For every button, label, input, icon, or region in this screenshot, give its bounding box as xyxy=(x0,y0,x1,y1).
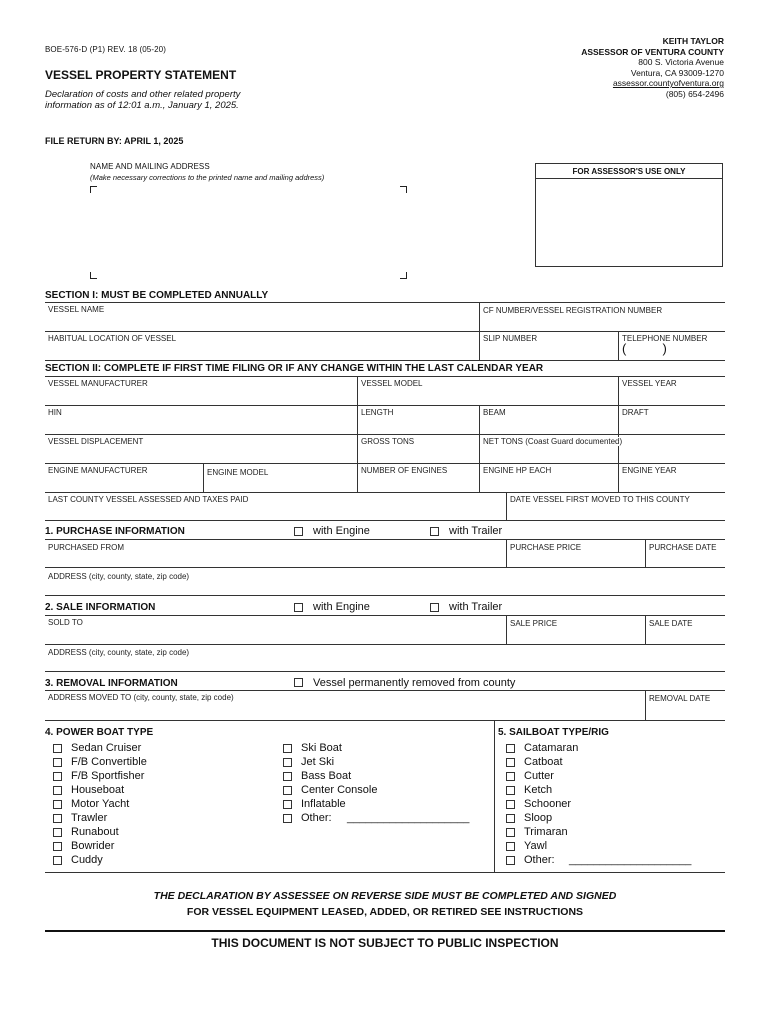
divider xyxy=(45,872,725,873)
vessel-year-field[interactable]: VESSEL YEAR xyxy=(622,379,677,388)
sailboat-option-label: Ketch xyxy=(524,784,553,796)
sailboat-option-label: Yawl xyxy=(524,840,548,852)
powerboat-option-checkbox[interactable] xyxy=(53,828,62,837)
divider xyxy=(45,567,725,568)
address-corner-bl xyxy=(90,272,97,279)
form-id: BOE-576-D (P1) REV. 18 (05-20) xyxy=(45,45,166,54)
sailboat-option-label: Schooner xyxy=(524,798,572,810)
date-moved-field[interactable]: DATE VESSEL FIRST MOVED TO THIS COUNTY xyxy=(510,495,690,504)
divider xyxy=(45,520,725,521)
powerboat-option-label: Other: xyxy=(301,812,332,824)
powerboat-option-checkbox[interactable] xyxy=(53,744,62,753)
powerboat-option-checkbox[interactable] xyxy=(53,772,62,781)
divider xyxy=(45,644,725,645)
purchase-price-field[interactable]: PURCHASE PRICE xyxy=(510,543,582,552)
divider xyxy=(45,492,725,493)
assessor-website-link[interactable]: assessor.countyofventura.org xyxy=(612,78,724,88)
purchase-trailer-checkbox[interactable] xyxy=(430,527,439,536)
sale-date-field[interactable]: SALE DATE xyxy=(649,619,693,628)
divider xyxy=(645,539,646,567)
vessel-model-field[interactable]: VESSEL MODEL xyxy=(361,379,423,388)
purchase-date-field[interactable]: PURCHASE DATE xyxy=(649,543,717,552)
page-title: VESSEL PROPERTY STATEMENT xyxy=(45,68,237,82)
sold-to-field[interactable]: SOLD TO xyxy=(48,618,83,627)
divider xyxy=(45,690,725,691)
divider xyxy=(45,360,725,361)
sailboat-option-checkbox[interactable] xyxy=(506,744,515,753)
sale-price-field[interactable]: SALE PRICE xyxy=(510,619,558,628)
divider xyxy=(45,376,725,377)
purchase-engine-checkbox[interactable] xyxy=(294,527,303,536)
sale-engine-label: with Engine xyxy=(313,601,370,613)
sailboat-option-checkbox[interactable] xyxy=(506,842,515,851)
engine-manufacturer-field[interactable]: ENGINE MANUFACTURER xyxy=(48,466,148,475)
divider xyxy=(45,595,725,596)
displacement-field[interactable]: VESSEL DISPLACEMENT xyxy=(48,437,144,446)
divider xyxy=(506,492,507,520)
sailboat-option-label: Trimaran xyxy=(524,826,568,838)
sale-trailer-checkbox[interactable] xyxy=(430,603,439,612)
section1-header: SECTION I: MUST BE COMPLETED ANNUALLY xyxy=(45,290,269,301)
divider xyxy=(506,615,507,644)
divider xyxy=(618,331,619,360)
sailboat-option-label: Other: xyxy=(524,854,555,866)
divider xyxy=(45,405,725,406)
powerboat-option-label: Jet Ski xyxy=(301,756,335,768)
subtitle-line1: Declaration of costs and other related property xyxy=(45,89,241,100)
powerboat-option-checkbox[interactable] xyxy=(283,786,292,795)
powerboat-option-checkbox[interactable] xyxy=(283,800,292,809)
address-moved-field[interactable]: ADDRESS MOVED TO (city, county, state, zip code) xyxy=(48,693,234,702)
assessor-use-label: FOR ASSESSOR'S USE ONLY xyxy=(536,164,722,179)
powerboat-option-checkbox[interactable] xyxy=(53,856,62,865)
divider xyxy=(45,930,725,932)
powerboat-other-blank[interactable]: ____________________ xyxy=(347,812,470,824)
slip-number-field[interactable]: SLIP NUMBER xyxy=(483,334,538,343)
divider xyxy=(45,463,725,464)
powerboat-option-label: Sedan Cruiser xyxy=(71,742,142,754)
sailboat-option-checkbox[interactable] xyxy=(506,786,515,795)
cf-number-field[interactable]: CF NUMBER/VESSEL REGISTRATION NUMBER xyxy=(483,306,663,315)
telephone-parens: ( ) xyxy=(622,341,667,356)
vessel-name-field[interactable]: VESSEL NAME xyxy=(48,305,105,314)
powerboat-option-label: Bowrider xyxy=(71,840,115,852)
powerboat-option-label: F/B Convertible xyxy=(71,756,147,768)
powerboat-option-label: Ski Boat xyxy=(301,742,342,754)
powerboat-option-checkbox[interactable] xyxy=(53,786,62,795)
mailing-label: NAME AND MAILING ADDRESS xyxy=(90,162,210,171)
powerboat-option-checkbox[interactable] xyxy=(53,814,62,823)
address-corner-tl xyxy=(90,186,97,193)
divider xyxy=(645,615,646,644)
powerboat-option-label: Trawler xyxy=(71,812,108,824)
sailboat-option-label: Cutter xyxy=(524,770,554,782)
sale-header: 2. SALE INFORMATION xyxy=(45,602,156,613)
sailboat-option-checkbox[interactable] xyxy=(506,758,515,767)
divider xyxy=(45,331,725,332)
divider xyxy=(203,463,204,492)
removal-checkbox-label: Vessel permanently removed from county xyxy=(313,677,516,689)
divider xyxy=(45,720,725,721)
powerboat-option-checkbox[interactable] xyxy=(283,772,292,781)
vessel-manufacturer-field[interactable]: VESSEL MANUFACTURER xyxy=(48,379,148,388)
last-county-field[interactable]: LAST COUNTY VESSEL ASSESSED AND TAXES PAID xyxy=(48,495,249,504)
divider xyxy=(45,434,725,435)
public-inspection-notice: THIS DOCUMENT IS NOT SUBJECT TO PUBLIC INSPECTION xyxy=(211,936,559,950)
divider xyxy=(479,405,480,492)
purchased-from-field[interactable]: PURCHASED FROM xyxy=(48,543,125,552)
sailboat-option-checkbox[interactable] xyxy=(506,772,515,781)
telephone-field[interactable]: TELEPHONE NUMBER xyxy=(622,334,708,343)
purchase-trailer-label: with Trailer xyxy=(449,525,503,537)
sale-address-field[interactable]: ADDRESS (city, county, state, zip code) xyxy=(48,648,190,657)
mailing-note: (Make necessary corrections to the printed name and mailing address) xyxy=(90,173,325,182)
assessor-name: KEITH TAYLOR xyxy=(662,36,724,46)
powerboat-option-checkbox[interactable] xyxy=(53,800,62,809)
gross-tons-field[interactable]: GROSS TONS xyxy=(361,437,415,446)
draft-field[interactable]: DRAFT xyxy=(622,408,649,417)
instructions-notice: FOR VESSEL EQUIPMENT LEASED, ADDED, OR RETIRED SEE INSTRUCTIONS xyxy=(186,906,584,918)
powerboat-option-label: Inflatable xyxy=(301,798,346,810)
powerboat-header: 4. POWER BOAT TYPE xyxy=(45,727,154,738)
divider xyxy=(45,615,725,616)
sale-trailer-label: with Trailer xyxy=(449,601,503,613)
net-tons-field[interactable]: NET TONS (Coast Guard documented) xyxy=(483,437,626,446)
divider xyxy=(45,539,725,540)
hin-field[interactable]: HIN xyxy=(48,408,62,417)
divider xyxy=(45,671,725,672)
engine-model-field[interactable]: ENGINE MODEL xyxy=(207,468,269,477)
length-field[interactable]: LENGTH xyxy=(361,408,394,417)
removal-date-field[interactable]: REMOVAL DATE xyxy=(649,694,711,703)
engine-year-field[interactable]: ENGINE YEAR xyxy=(622,466,677,475)
habitual-location-field[interactable]: HABITUAL LOCATION OF VESSEL xyxy=(48,334,177,343)
powerboat-option-label: F/B Sportfisher xyxy=(71,770,145,782)
powerboat-option-label: Motor Yacht xyxy=(71,798,130,810)
powerboat-option-label: Cuddy xyxy=(71,854,103,866)
sailboat-option-checkbox[interactable] xyxy=(506,828,515,837)
number-engines-field[interactable]: NUMBER OF ENGINES xyxy=(361,466,448,475)
assessor-office: ASSESSOR OF VENTURA COUNTY xyxy=(581,46,724,57)
powerboat-option-label: Center Console xyxy=(301,784,378,796)
powerboat-option-label: Bass Boat xyxy=(301,770,352,782)
sailboat-option-label: Catboat xyxy=(524,756,563,768)
sailboat-option-checkbox[interactable] xyxy=(506,800,515,809)
subtitle-line2: information as of 12:01 a.m., January 1, 2025. xyxy=(45,100,239,111)
file-return-by: FILE RETURN BY: APRIL 1, 2025 xyxy=(45,136,184,146)
divider xyxy=(506,539,507,567)
assessor-block xyxy=(581,36,724,99)
powerboat-option-checkbox[interactable] xyxy=(283,744,292,753)
powerboat-option-checkbox[interactable] xyxy=(283,758,292,767)
sailboat-other-blank[interactable]: ____________________ xyxy=(569,854,692,866)
assessor-address1: 800 S. Victoria Avenue xyxy=(638,57,724,67)
removal-checkbox[interactable] xyxy=(294,678,303,687)
section2-header: SECTION II: COMPLETE IF FIRST TIME FILING OR IF ANY CHANGE WITHIN THE LAST CALENDAR YEAR xyxy=(45,363,544,374)
address-corner-br xyxy=(400,272,407,279)
sailboat-option-checkbox[interactable] xyxy=(506,814,515,823)
powerboat-option-checkbox[interactable] xyxy=(53,758,62,767)
powerboat-option-label: Houseboat xyxy=(71,784,125,796)
divider xyxy=(494,720,495,872)
sailboat-option-checkbox[interactable] xyxy=(506,856,515,865)
assessor-address2: Ventura, CA 93009-1270 xyxy=(630,67,724,78)
sailboat-option-label: Catamaran xyxy=(524,742,579,754)
purchase-header: 1. PURCHASE INFORMATION xyxy=(45,526,185,537)
divider xyxy=(45,302,725,303)
sailboat-option-label: Sloop xyxy=(524,812,553,824)
declaration-notice: THE DECLARATION BY ASSESSEE ON REVERSE SIDE MUST BE COMPLETED AND SIGNED xyxy=(153,890,617,902)
powerboat-option-checkbox[interactable] xyxy=(283,814,292,823)
engine-hp-field[interactable]: ENGINE HP EACH xyxy=(483,466,552,475)
powerboat-option-label: Runabout xyxy=(71,826,119,838)
purchase-engine-label: with Engine xyxy=(313,525,370,537)
assessor-phone: (805) 654-2496 xyxy=(665,88,724,99)
sailboat-header: 5. SAILBOAT TYPE/RIG xyxy=(498,727,609,738)
assessor-use-box xyxy=(535,163,723,267)
sale-engine-checkbox[interactable] xyxy=(294,603,303,612)
beam-field[interactable]: BEAM xyxy=(483,408,506,417)
purchase-address-field[interactable]: ADDRESS (city, county, state, zip code) xyxy=(48,572,190,581)
divider xyxy=(645,690,646,720)
address-corner-tr xyxy=(400,186,407,193)
removal-header: 3. REMOVAL INFORMATION xyxy=(45,678,178,689)
powerboat-option-checkbox[interactable] xyxy=(53,842,62,851)
